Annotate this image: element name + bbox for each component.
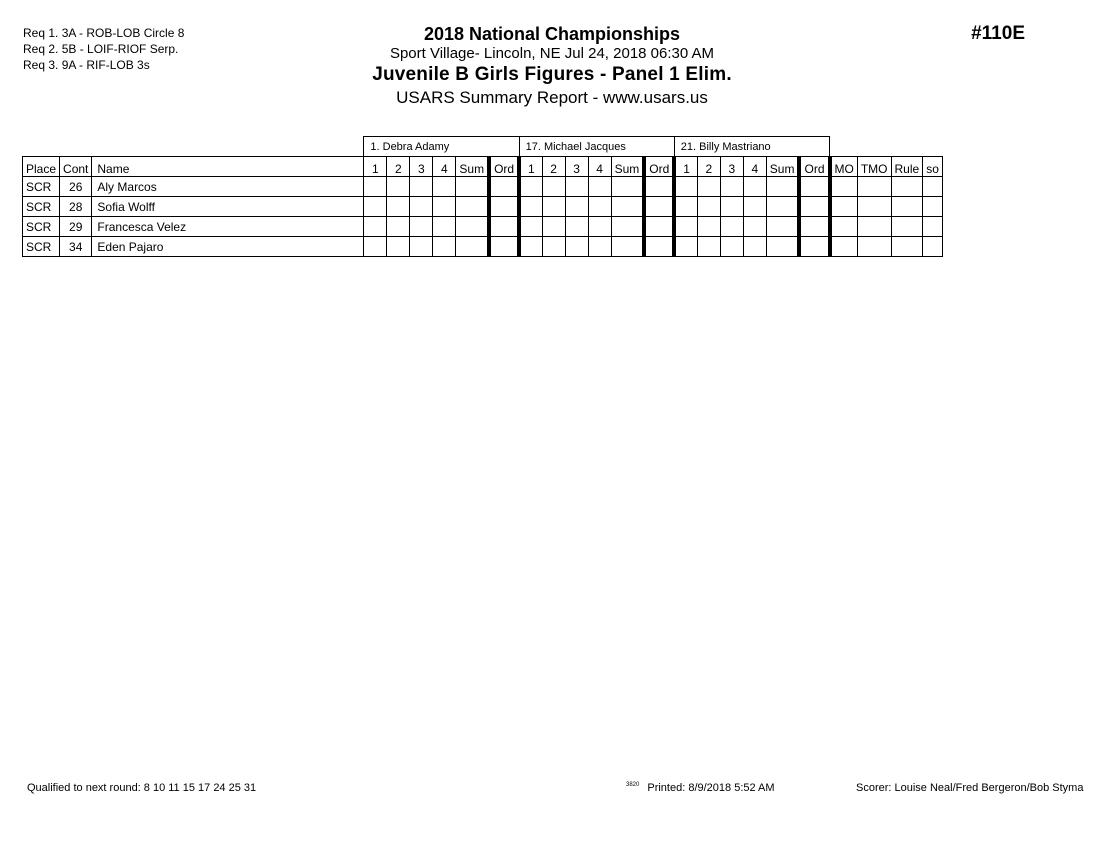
place-cell: SCR	[23, 177, 60, 197]
score-cell	[857, 217, 891, 237]
score-cell	[519, 237, 542, 257]
column-header: 4	[743, 157, 766, 177]
column-header: 2	[697, 157, 720, 177]
score-cell	[588, 237, 611, 257]
score-cell	[387, 217, 410, 237]
score-cell	[891, 197, 923, 217]
score-cell	[565, 177, 588, 197]
score-cell	[489, 217, 519, 237]
score-cell	[387, 237, 410, 257]
judge-name: 17. Michael Jacques	[519, 137, 674, 157]
score-cell	[519, 177, 542, 197]
column-header: 1	[519, 157, 542, 177]
cont-cell: 29	[60, 217, 92, 237]
score-cell	[433, 237, 456, 257]
score-cell	[456, 177, 489, 197]
score-cell	[364, 237, 387, 257]
score-cell	[857, 197, 891, 217]
column-header: 1	[364, 157, 387, 177]
score-cell	[387, 197, 410, 217]
score-cell	[697, 197, 720, 217]
score-cell	[489, 177, 519, 197]
score-cell	[674, 197, 697, 217]
qualified-list: Qualified to next round: 8 10 11 15 17 24 25 31	[27, 782, 257, 794]
printed-info	[626, 782, 775, 794]
judge-name: 21. Billy Mastriano	[674, 137, 829, 157]
column-header: 2	[542, 157, 565, 177]
cont-cell: 34	[60, 237, 92, 257]
event-name: 2018 National Championships	[423, 24, 681, 44]
score-cell	[743, 217, 766, 237]
judge-header-row	[23, 137, 943, 157]
score-cell	[830, 217, 858, 237]
score-cell	[891, 237, 923, 257]
score-cell	[542, 217, 565, 237]
score-cell	[697, 217, 720, 237]
requirement-line: Req 1. 3A - ROB-LOB Circle 8	[23, 26, 185, 40]
score-cell	[456, 217, 489, 237]
score-cell	[588, 217, 611, 237]
column-header: Cont	[60, 157, 92, 177]
score-cell	[674, 217, 697, 237]
printed-date: Printed: 8/9/2018 5:52 AM	[647, 782, 775, 794]
score-cell	[387, 177, 410, 197]
table-row	[23, 217, 943, 237]
column-header: Ord	[489, 157, 519, 177]
score-cell	[410, 237, 433, 257]
score-cell	[766, 177, 799, 197]
event-number: #110E	[971, 23, 1025, 44]
score-cell	[720, 177, 743, 197]
column-header: 2	[387, 157, 410, 177]
score-cell	[720, 237, 743, 257]
score-cell	[743, 177, 766, 197]
score-cell	[923, 217, 943, 237]
score-cell	[364, 197, 387, 217]
score-cell	[410, 217, 433, 237]
score-cell	[644, 217, 674, 237]
score-cell	[674, 237, 697, 257]
score-cell	[565, 217, 588, 237]
score-cell	[611, 237, 644, 257]
print-mark: 3820	[626, 782, 640, 788]
score-cell	[799, 177, 829, 197]
score-cell	[542, 177, 565, 197]
score-cell	[644, 237, 674, 257]
column-header: TMO	[857, 157, 891, 177]
score-cell	[720, 217, 743, 237]
score-cell	[923, 177, 943, 197]
cont-cell: 26	[60, 177, 92, 197]
score-cell	[410, 197, 433, 217]
score-cell	[766, 217, 799, 237]
score-cell	[433, 177, 456, 197]
column-header: 4	[588, 157, 611, 177]
table-row	[23, 237, 943, 257]
score-cell	[456, 197, 489, 217]
results-table	[22, 136, 943, 257]
score-cell	[743, 237, 766, 257]
score-cell	[697, 177, 720, 197]
score-cell	[565, 237, 588, 257]
score-cell	[830, 197, 858, 217]
place-cell: SCR	[23, 197, 60, 217]
score-cell	[766, 237, 799, 257]
score-cell	[891, 217, 923, 237]
judge-name: 1. Debra Adamy	[364, 137, 519, 157]
score-cell	[766, 197, 799, 217]
score-cell	[830, 177, 858, 197]
score-cell	[857, 237, 891, 257]
score-cell	[644, 177, 674, 197]
place-cell: SCR	[23, 217, 60, 237]
score-cell	[720, 197, 743, 217]
score-cell	[364, 217, 387, 237]
column-header: 1	[674, 157, 697, 177]
score-cell	[674, 177, 697, 197]
score-cell	[433, 197, 456, 217]
results-body	[23, 177, 943, 257]
column-header: Name	[92, 157, 364, 177]
requirements-list	[23, 25, 184, 73]
score-cell	[799, 197, 829, 217]
venue-date: Sport Village- Lincoln, NE Jul 24, 2018 06:30 AM	[389, 45, 715, 62]
column-header: so	[923, 157, 943, 177]
name-cell: Aly Marcos	[92, 177, 364, 197]
scorer-info: Scorer: Louise Neal/Fred Bergeron/Bob Styma	[856, 782, 1084, 794]
score-cell	[364, 177, 387, 197]
name-cell: Sofia Wolff	[92, 197, 364, 217]
requirement-line: Req 3. 9A - RIF-LOB 3s	[23, 58, 150, 72]
score-cell	[799, 237, 829, 257]
table-row	[23, 177, 943, 197]
score-cell	[611, 217, 644, 237]
score-cell	[697, 237, 720, 257]
score-cell	[542, 237, 565, 257]
column-header: Place	[23, 157, 60, 177]
column-header-row	[23, 157, 943, 177]
column-header: Ord	[644, 157, 674, 177]
cont-cell: 28	[60, 197, 92, 217]
column-header: 3	[720, 157, 743, 177]
requirement-line: Req 2. 5B - LOIF-RIOF Serp.	[23, 42, 179, 56]
score-cell	[588, 177, 611, 197]
score-cell	[542, 197, 565, 217]
page-title: Juvenile B Girls Figures - Panel 1 Elim.	[372, 64, 732, 85]
column-header: 3	[410, 157, 433, 177]
score-cell	[923, 197, 943, 217]
name-cell: Eden Pajaro	[92, 237, 364, 257]
column-header: Sum	[766, 157, 799, 177]
report-subtitle: USARS Summary Report - www.usars.us	[396, 88, 708, 107]
score-cell	[891, 177, 923, 197]
column-header: Ord	[799, 157, 829, 177]
score-cell	[611, 177, 644, 197]
score-cell	[489, 237, 519, 257]
column-header: Sum	[456, 157, 489, 177]
score-cell	[519, 217, 542, 237]
score-cell	[456, 237, 489, 257]
score-cell	[857, 177, 891, 197]
column-header: MO	[830, 157, 858, 177]
score-cell	[410, 177, 433, 197]
table-row	[23, 197, 943, 217]
report-header	[300, 23, 804, 109]
score-cell	[611, 197, 644, 217]
score-cell	[588, 197, 611, 217]
column-header: Sum	[611, 157, 644, 177]
score-cell	[519, 197, 542, 217]
score-cell	[799, 217, 829, 237]
score-cell	[433, 217, 456, 237]
score-cell	[830, 237, 858, 257]
score-cell	[565, 197, 588, 217]
column-header: 3	[565, 157, 588, 177]
place-cell: SCR	[23, 237, 60, 257]
score-cell	[489, 197, 519, 217]
name-cell: Francesca Velez	[92, 217, 364, 237]
column-header: Rule	[891, 157, 923, 177]
column-header: 4	[433, 157, 456, 177]
score-cell	[644, 197, 674, 217]
score-cell	[923, 237, 943, 257]
score-cell	[743, 197, 766, 217]
